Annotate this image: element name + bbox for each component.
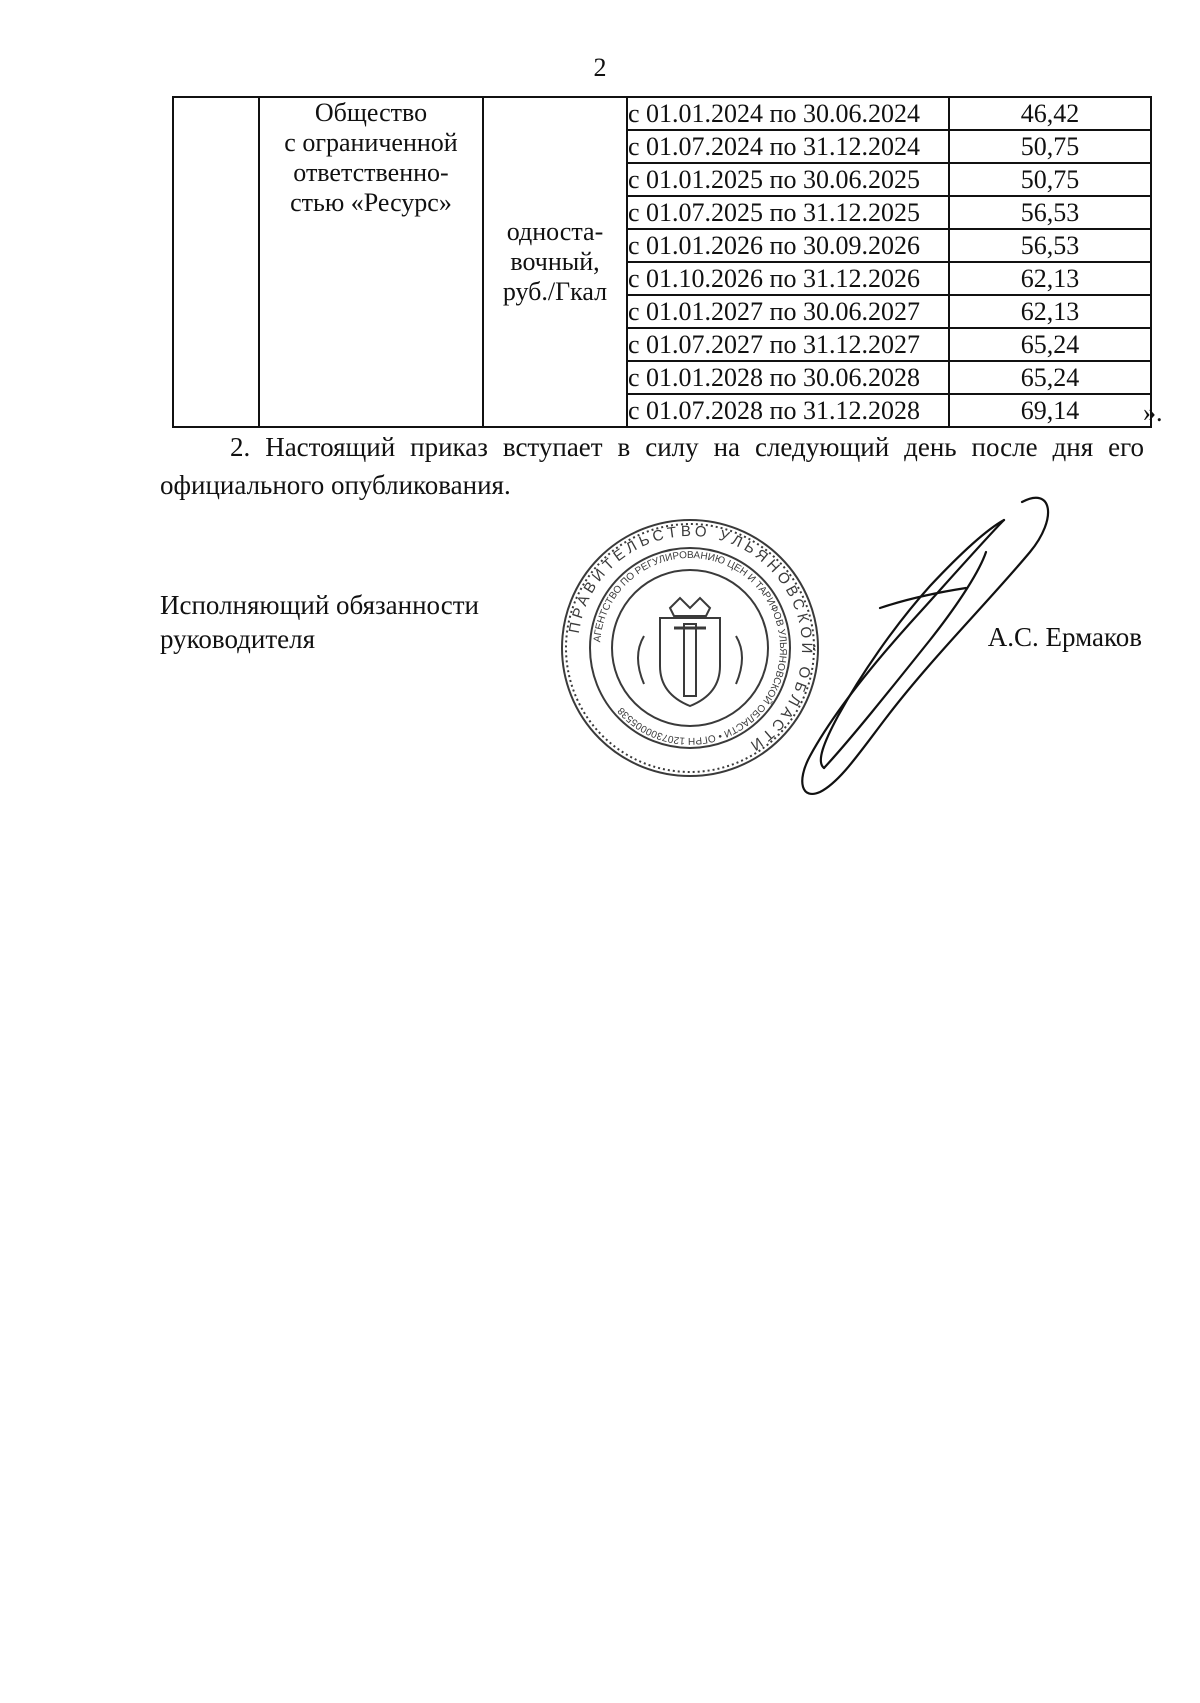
period-cell: с 01.07.2025 по 31.12.2025: [627, 196, 949, 229]
seal-inner-text: АГЕНТСТВО ПО РЕГУЛИРОВАНИЮ ЦЕН И ТАРИФОВ УЛЬЯНОВСКОЙ ОБЛАСТИ • ОГРН 1207300005538: [592, 549, 789, 747]
period-cell: с 01.01.2028 по 30.06.2028: [627, 361, 949, 394]
tariff-table: [172, 96, 1152, 428]
tariff-value-cell: 62,13: [949, 295, 1151, 328]
signer-title-line-2: руководителя: [160, 624, 316, 654]
handwritten-signature: [790, 490, 1060, 800]
period-cell: с 01.01.2027 по 30.06.2027: [627, 295, 949, 328]
organization-line: с ограниченной: [284, 128, 458, 157]
tariff-type-line: вочный,: [510, 247, 600, 276]
period-cell: с 01.01.2024 по 30.06.2024: [627, 97, 949, 130]
organization-line: стью «Ресурс»: [290, 188, 452, 217]
signer-title: [160, 588, 479, 656]
organization-line: ответственно-: [293, 158, 449, 187]
organization-cell: [259, 97, 483, 427]
page-number: 2: [593, 53, 607, 82]
seal-inner-ring: [612, 570, 768, 726]
coat-of-arms-icon: [638, 598, 742, 706]
organization-line: Общество: [314, 98, 428, 127]
tariff-value-cell: 56,53: [949, 229, 1151, 262]
tariff-value-cell: 62,13: [949, 262, 1151, 295]
period-cell: с 01.07.2028 по 31.12.2028: [627, 394, 949, 427]
row-number-cell: [173, 97, 259, 427]
period-cell: с 01.07.2027 по 31.12.2027: [627, 328, 949, 361]
closing-quote: ».: [1143, 398, 1163, 427]
tariff-type-line: односта-: [506, 217, 604, 246]
period-cell: с 01.01.2025 по 30.06.2025: [627, 163, 949, 196]
period-cell: с 01.10.2026 по 31.12.2026: [627, 262, 949, 295]
seal-outer-text: ПРАВИТЕЛЬСТВО УЛЬЯНОВСКОЙ ОБЛАСТИ: [565, 522, 816, 756]
official-seal: [558, 516, 822, 780]
paragraph-effective-date: 2. Настоящий приказ вступает в силу на следующий день после дня его официального опубликования.: [160, 432, 1144, 500]
tariff-type-line: руб./Гкал: [502, 277, 608, 306]
signer-name: А.С. Ермаков: [987, 622, 1142, 652]
tariff-value-cell: 65,24: [949, 361, 1151, 394]
period-cell: с 01.01.2026 по 30.09.2026: [627, 229, 949, 262]
table-row: [173, 97, 1151, 130]
tariff-value-cell: 65,24: [949, 328, 1151, 361]
signer-title-line-1: Исполняющий обязанности: [160, 590, 479, 620]
tariff-value-cell: 69,14: [949, 394, 1151, 427]
tariff-value-cell: 50,75: [949, 130, 1151, 163]
period-cell: с 01.07.2024 по 31.12.2024: [627, 130, 949, 163]
tariff-value-cell: 50,75: [949, 163, 1151, 196]
seal-middle-ring: [590, 548, 790, 748]
tariff-type-cell: [483, 97, 627, 427]
tariff-value-cell: 56,53: [949, 196, 1151, 229]
tariff-value-cell: 46,42: [949, 97, 1151, 130]
